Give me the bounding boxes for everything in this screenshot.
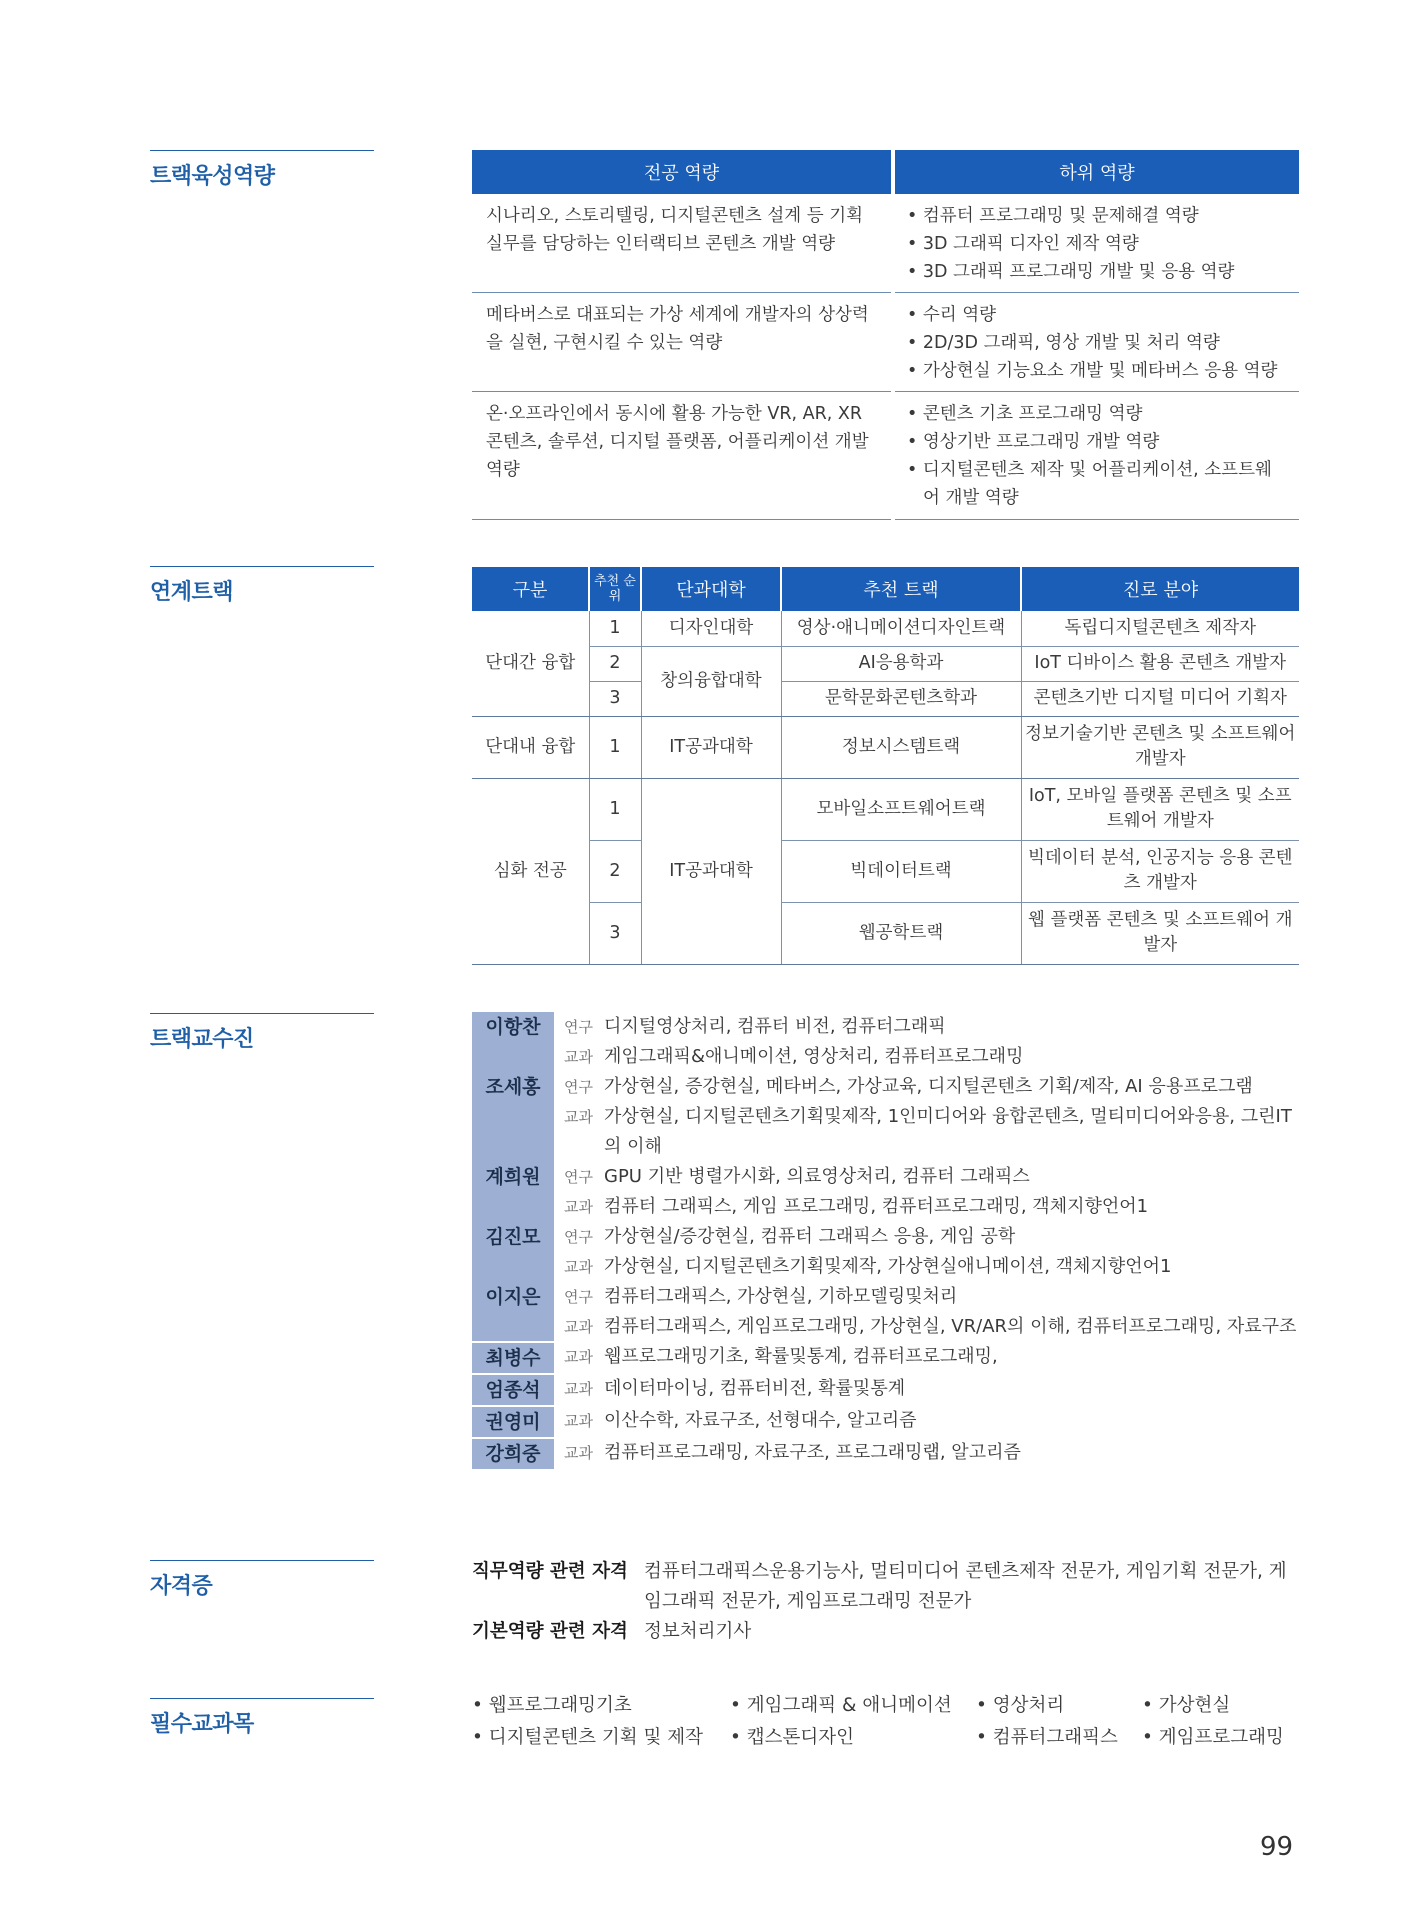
track-cell: 영상·애니메이션디자인트랙 bbox=[781, 611, 1021, 646]
career-cell: 빅데이터 분석, 인공지능 응용 콘텐츠 개발자 bbox=[1021, 840, 1299, 902]
column-header: 진로 분야 bbox=[1021, 567, 1299, 611]
required-courses-list bbox=[472, 1690, 1299, 1754]
career-cell: 콘텐츠기반 디지털 미디어 기획자 bbox=[1021, 681, 1299, 716]
research-text: 가상현실/증강현실, 컴퓨터 그래픽스 응용, 게임 공학 bbox=[604, 1226, 1016, 1247]
sub-competencies bbox=[893, 392, 1299, 520]
track-cell: AI응용학과 bbox=[781, 646, 1021, 681]
college-cell: IT공과대학 bbox=[641, 716, 781, 778]
column-header: 하위 역량 bbox=[893, 150, 1299, 194]
professor-name: 계희원 bbox=[472, 1162, 554, 1222]
major-competency: 시나리오, 스토리텔링, 디지털콘텐츠 설계 등 기획 실무를 담당하는 인터랙티브 콘텐츠 개발 역량 bbox=[472, 194, 893, 293]
teaching-tag: 교과 bbox=[564, 1444, 593, 1462]
rank-cell: 2 bbox=[589, 646, 641, 681]
certificate-label: 기본역량 관련 자격 bbox=[472, 1621, 628, 1642]
table-row bbox=[472, 293, 1299, 392]
professor-row bbox=[472, 1012, 1299, 1072]
teaching-tag: 교과 bbox=[564, 1318, 593, 1336]
column-header: 추천 트랙 bbox=[781, 567, 1021, 611]
table-row bbox=[472, 716, 1299, 778]
certificate-row bbox=[472, 1617, 1299, 1647]
table-row bbox=[472, 902, 1299, 964]
list-item: • 영상처리 bbox=[976, 1695, 1065, 1716]
section-label-competency: 트랙육성역량 bbox=[150, 150, 374, 190]
linked-track-section bbox=[472, 567, 1299, 965]
rank-cell: 1 bbox=[589, 716, 641, 778]
teaching-text: 가상현실, 디지털콘텐츠기획및제작, 1인미디어와 융합콘텐츠, 멀티미디어와응용, 그린IT의 이해 bbox=[604, 1106, 1292, 1157]
rank-cell: 2 bbox=[589, 840, 641, 902]
list-item: • 디지털콘텐츠 기획 및 제작 bbox=[472, 1727, 704, 1748]
teaching-tag: 교과 bbox=[564, 1348, 593, 1366]
track-cell: 웹공학트랙 bbox=[781, 902, 1021, 964]
research-tag: 연구 bbox=[564, 1018, 593, 1036]
list-item: • 게임그래픽 & 애니메이션 bbox=[730, 1695, 952, 1716]
teaching-text: 웹프로그래밍기초, 확률및통계, 컴퓨터프로그래밍, bbox=[604, 1346, 998, 1367]
competency-section bbox=[472, 150, 1299, 520]
teaching-text: 게임그래픽&애니메이션, 영상처리, 컴퓨터프로그래밍 bbox=[604, 1046, 1024, 1067]
career-cell: 웹 플랫폼 콘텐츠 및 소프트웨어 개발자 bbox=[1021, 902, 1299, 964]
list-item: • 2D/3D 그래픽, 영상 개발 및 처리 역량 bbox=[907, 333, 1220, 353]
teaching-tag: 교과 bbox=[564, 1198, 593, 1216]
teaching-text: 데이터마이닝, 컴퓨터비전, 확률및통계 bbox=[604, 1378, 906, 1399]
research-tag: 연구 bbox=[564, 1078, 593, 1096]
list-item: • 3D 그래픽 디자인 제작 역량 bbox=[907, 234, 1139, 254]
college-cell: 창의융합대학 bbox=[641, 646, 781, 716]
table-row bbox=[472, 611, 1299, 646]
major-competency: 메타버스로 대표되는 가상 세계에 개발자의 상상력을 실현, 구현시킬 수 있는 역량 bbox=[472, 293, 893, 392]
list-item: • 가상현실 기능요소 개발 및 메타버스 응용 역량 bbox=[907, 361, 1278, 381]
list-item: • 가상현실 bbox=[1142, 1695, 1231, 1716]
section-label-professors: 트랙교수진 bbox=[150, 1013, 374, 1053]
list-item: • 3D 그래픽 프로그래밍 개발 및 응용 역량 bbox=[907, 262, 1235, 282]
professor-name: 권영미 bbox=[472, 1406, 554, 1438]
professor-row bbox=[472, 1072, 1299, 1162]
teaching-text: 이산수학, 자료구조, 선형대수, 알고리즘 bbox=[604, 1410, 917, 1431]
sub-competencies bbox=[893, 293, 1299, 392]
teaching-tag: 교과 bbox=[564, 1108, 593, 1126]
rank-cell: 1 bbox=[589, 611, 641, 646]
table-row bbox=[472, 840, 1299, 902]
professor-name: 이항찬 bbox=[472, 1012, 554, 1072]
list-item: • 수리 역량 bbox=[907, 305, 997, 325]
certificate-label: 직무역량 관련 자격 bbox=[472, 1561, 628, 1582]
group-label: 심화 전공 bbox=[472, 778, 589, 964]
professor-name: 이지은 bbox=[472, 1282, 554, 1342]
rank-cell: 1 bbox=[589, 778, 641, 840]
professor-row bbox=[472, 1406, 1299, 1438]
research-tag: 연구 bbox=[564, 1228, 593, 1246]
section-label-certificates: 자격증 bbox=[150, 1560, 374, 1600]
professor-row bbox=[472, 1438, 1299, 1469]
certificate-value: 컴퓨터그래픽스운용기능사, 멀티미디어 콘텐츠제작 전문가, 게임기획 전문가, 게임그래픽 전문가, 게임프로그래밍 전문가 bbox=[644, 1561, 1287, 1612]
research-text: 디지털영상처리, 컴퓨터 비전, 컴퓨터그래픽 bbox=[604, 1016, 946, 1037]
teaching-tag: 교과 bbox=[564, 1048, 593, 1066]
list-item: • 캡스톤디자인 bbox=[730, 1727, 855, 1748]
professor-name: 조세홍 bbox=[472, 1072, 554, 1162]
list-item: • 컴퓨터그래픽스 bbox=[976, 1727, 1118, 1748]
college-cell: 디자인대학 bbox=[641, 611, 781, 646]
list-item: • 컴퓨터 프로그래밍 및 문제해결 역량 bbox=[907, 206, 1199, 226]
teaching-text: 컴퓨터 그래픽스, 게임 프로그래밍, 컴퓨터프로그래밍, 객체지향언어1 bbox=[604, 1196, 1149, 1217]
list-item: • 게임프로그래밍 bbox=[1142, 1727, 1284, 1748]
professor-row bbox=[472, 1162, 1299, 1222]
professor-row bbox=[472, 1374, 1299, 1406]
career-cell: 독립디지털콘텐츠 제작자 bbox=[1021, 611, 1299, 646]
research-tag: 연구 bbox=[564, 1288, 593, 1306]
page-number: 99 bbox=[1260, 1832, 1294, 1862]
professor-name: 최병수 bbox=[472, 1342, 554, 1374]
certificate-row bbox=[472, 1557, 1299, 1617]
table-row bbox=[472, 194, 1299, 293]
track-cell: 빅데이터트랙 bbox=[781, 840, 1021, 902]
professor-name: 엄종석 bbox=[472, 1374, 554, 1406]
research-text: 가상현실, 증강현실, 메타버스, 가상교육, 디지털콘텐츠 기획/제작, AI 응용프로그램 bbox=[604, 1076, 1253, 1097]
teaching-text: 가상현실, 디지털콘텐츠기획및제작, 가상현실애니메이션, 객체지향언어1 bbox=[604, 1256, 1172, 1277]
professor-row bbox=[472, 1282, 1299, 1342]
research-text: GPU 기반 병렬가시화, 의료영상처리, 컴퓨터 그래픽스 bbox=[604, 1166, 1030, 1187]
professor-row bbox=[472, 1222, 1299, 1282]
career-cell: IoT, 모바일 플랫폼 콘텐츠 및 소프트웨어 개발자 bbox=[1021, 778, 1299, 840]
table-row bbox=[472, 646, 1299, 681]
list-item: • 영상기반 프로그래밍 개발 역량 bbox=[907, 432, 1160, 452]
rank-cell: 3 bbox=[589, 902, 641, 964]
table-row bbox=[472, 681, 1299, 716]
research-tag: 연구 bbox=[564, 1168, 593, 1186]
career-cell: IoT 디바이스 활용 콘텐츠 개발자 bbox=[1021, 646, 1299, 681]
professor-name: 김진모 bbox=[472, 1222, 554, 1282]
certificate-value: 정보처리기사 bbox=[644, 1621, 752, 1642]
column-header: 추천 순위 bbox=[589, 567, 641, 611]
professor-row bbox=[472, 1342, 1299, 1374]
research-text: 컴퓨터그래픽스, 가상현실, 기하모델링및처리 bbox=[604, 1286, 958, 1307]
section-label-linked-track: 연계트랙 bbox=[150, 566, 374, 606]
track-cell: 모바일소프트웨어트랙 bbox=[781, 778, 1021, 840]
list-item: • 웹프로그래밍기초 bbox=[472, 1695, 632, 1716]
list-item: • 디지털콘텐츠 제작 및 어플리케이션, 소프트웨어 개발 역량 bbox=[907, 460, 1272, 508]
certificates-section bbox=[472, 1557, 1299, 1647]
group-label: 단대간 융합 bbox=[472, 611, 589, 716]
column-header: 단과대학 bbox=[641, 567, 781, 611]
column-header: 전공 역량 bbox=[472, 150, 893, 194]
section-label-required-courses: 필수교과목 bbox=[150, 1698, 374, 1738]
group-label: 단대내 융합 bbox=[472, 716, 589, 778]
professors-table bbox=[472, 1012, 1299, 1469]
teaching-text: 컴퓨터프로그래밍, 자료구조, 프로그래밍랩, 알고리즘 bbox=[604, 1442, 1021, 1463]
track-cell: 문학문화콘텐츠학과 bbox=[781, 681, 1021, 716]
teaching-tag: 교과 bbox=[564, 1258, 593, 1276]
professor-name: 강희중 bbox=[472, 1438, 554, 1469]
table-row bbox=[472, 778, 1299, 840]
column-header: 구분 bbox=[472, 567, 589, 611]
competency-table bbox=[472, 150, 1299, 520]
linked-track-table bbox=[472, 567, 1299, 965]
sub-competencies bbox=[893, 194, 1299, 293]
college-cell: IT공과대학 bbox=[641, 778, 781, 964]
major-competency: 온·오프라인에서 동시에 활용 가능한 VR, AR, XR 콘텐츠, 솔루션, 디지털 플랫폼, 어플리케이션 개발 역량 bbox=[472, 392, 893, 520]
teaching-tag: 교과 bbox=[564, 1412, 593, 1430]
teaching-tag: 교과 bbox=[564, 1380, 593, 1398]
professors-section bbox=[472, 1012, 1299, 1469]
list-item: • 콘텐츠 기초 프로그래밍 역량 bbox=[907, 404, 1143, 424]
rank-cell: 3 bbox=[589, 681, 641, 716]
table-row bbox=[472, 392, 1299, 520]
track-cell: 정보시스템트랙 bbox=[781, 716, 1021, 778]
teaching-text: 컴퓨터그래픽스, 게임프로그래밍, 가상현실, VR/AR의 이해, 컴퓨터프로그래밍, 자료구조 bbox=[604, 1316, 1297, 1337]
career-cell: 정보기술기반 콘텐츠 및 소프트웨어 개발자 bbox=[1021, 716, 1299, 778]
